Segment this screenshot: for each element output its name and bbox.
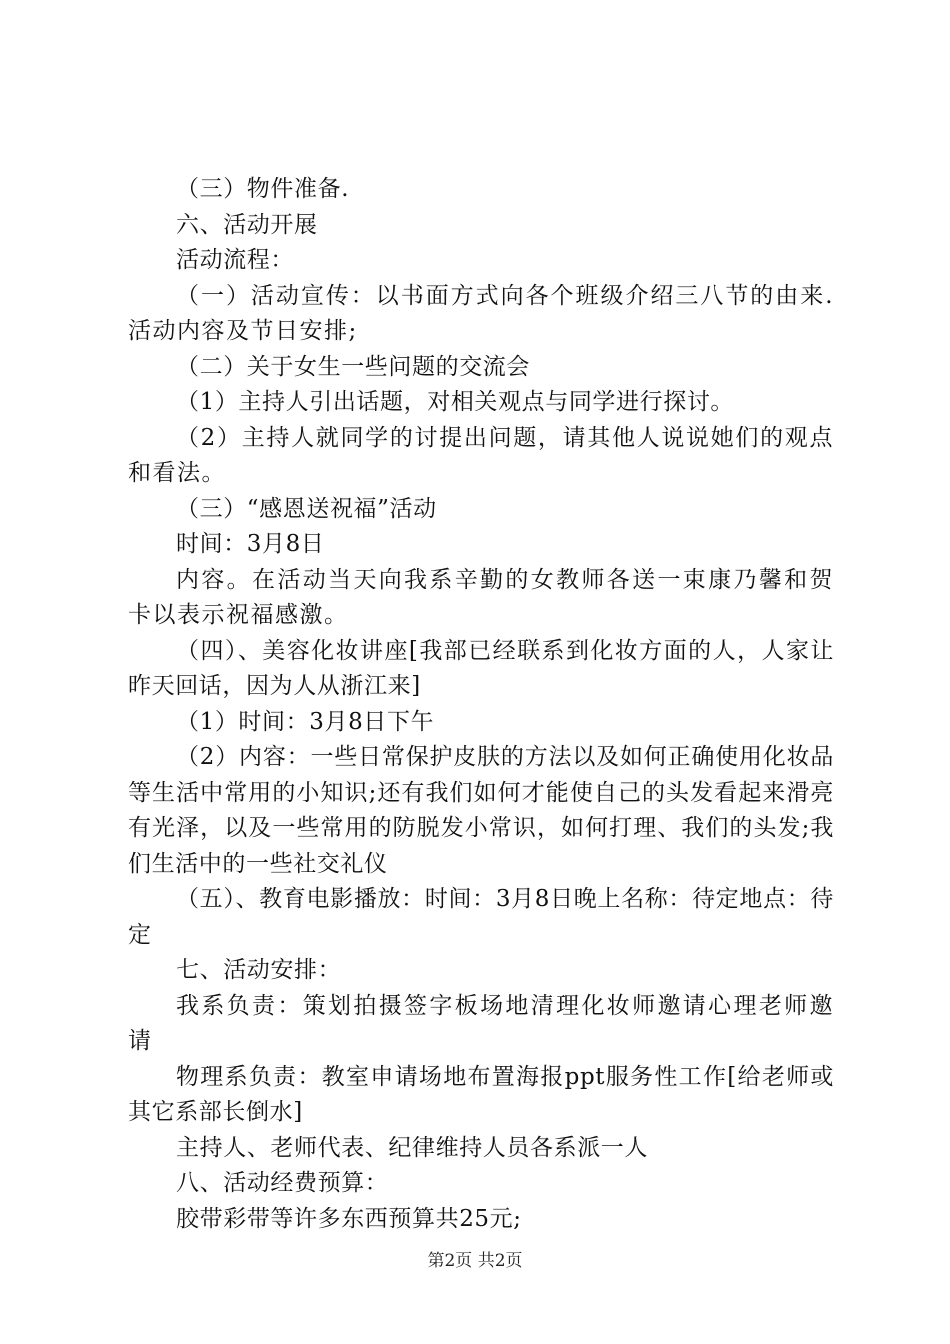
paragraph-5: （二）关于女生一些问题的交流会: [176, 353, 530, 380]
paragraph-13: （2）内容：一些日常保护皮肤的方法以及如何正确使用化妆品等生活中常用的小知识;还有我们如何才能使自己的头发看起来滑亮有光泽，以及一些常用的防脱发小常识，如何打理、我们的头发;我们生活中的一些社交礼仪: [128, 744, 834, 877]
paragraph-1: （三）物件准备.: [176, 176, 350, 202]
paragraph-14: （五）、教育电影播放：时间：3月8日晚上名称：待定地点：待定: [128, 886, 834, 948]
paragraph-9: 时间：3月8日: [176, 531, 325, 557]
paragraph-15: 七、活动安排：: [176, 957, 342, 983]
paragraph-6: （1）主持人引出话题，对相关观点与同学进行探讨。: [176, 389, 735, 415]
paragraph-11: （四）、美容化妆讲座[我部已经联系到化妆方面的人，人家让昨天回话，因为人从浙江来]: [128, 637, 834, 699]
page-footer: [0, 1246, 950, 1271]
paragraph-2: 六、活动开展: [176, 211, 318, 238]
paragraph-7: （2）主持人就同学的讨提出问题，请其他人说说她们的观点和看法。: [128, 424, 834, 486]
paragraph-8: （三）“感恩送祝福”活动: [176, 495, 437, 522]
paragraph-4: （一）活动宣传：以书面方式向各个班级介绍三八节的由来.活动内容及节日安排;: [128, 282, 834, 344]
paragraph-18: 主持人、老师代表、纪律维持人员各系派一人: [176, 1134, 648, 1161]
paragraph-17: 物理系负责：教室申请场地布置海报ppt服务性工作[给老师或其它系部长倒水]: [128, 1063, 834, 1125]
document-body: [128, 172, 834, 1237]
paragraph-16: 我系负责：策划拍摄签字板场地清理化妆师邀请心理老师邀请: [128, 992, 834, 1054]
page-number-label: 第2页 共2页: [427, 1251, 523, 1271]
paragraph-19: 八、活动经费预算：: [176, 1170, 389, 1196]
paragraph-10: 内容。在活动当天向我系辛勤的女教师各送一束康乃馨和贺卡以表示祝福感激。: [128, 566, 834, 628]
paragraph-12: （1）时间：3月8日下午: [176, 708, 435, 735]
paragraph-20: 胶带彩带等许多东西预算共25元;: [176, 1205, 522, 1232]
paragraph-3: 活动流程：: [176, 247, 294, 273]
